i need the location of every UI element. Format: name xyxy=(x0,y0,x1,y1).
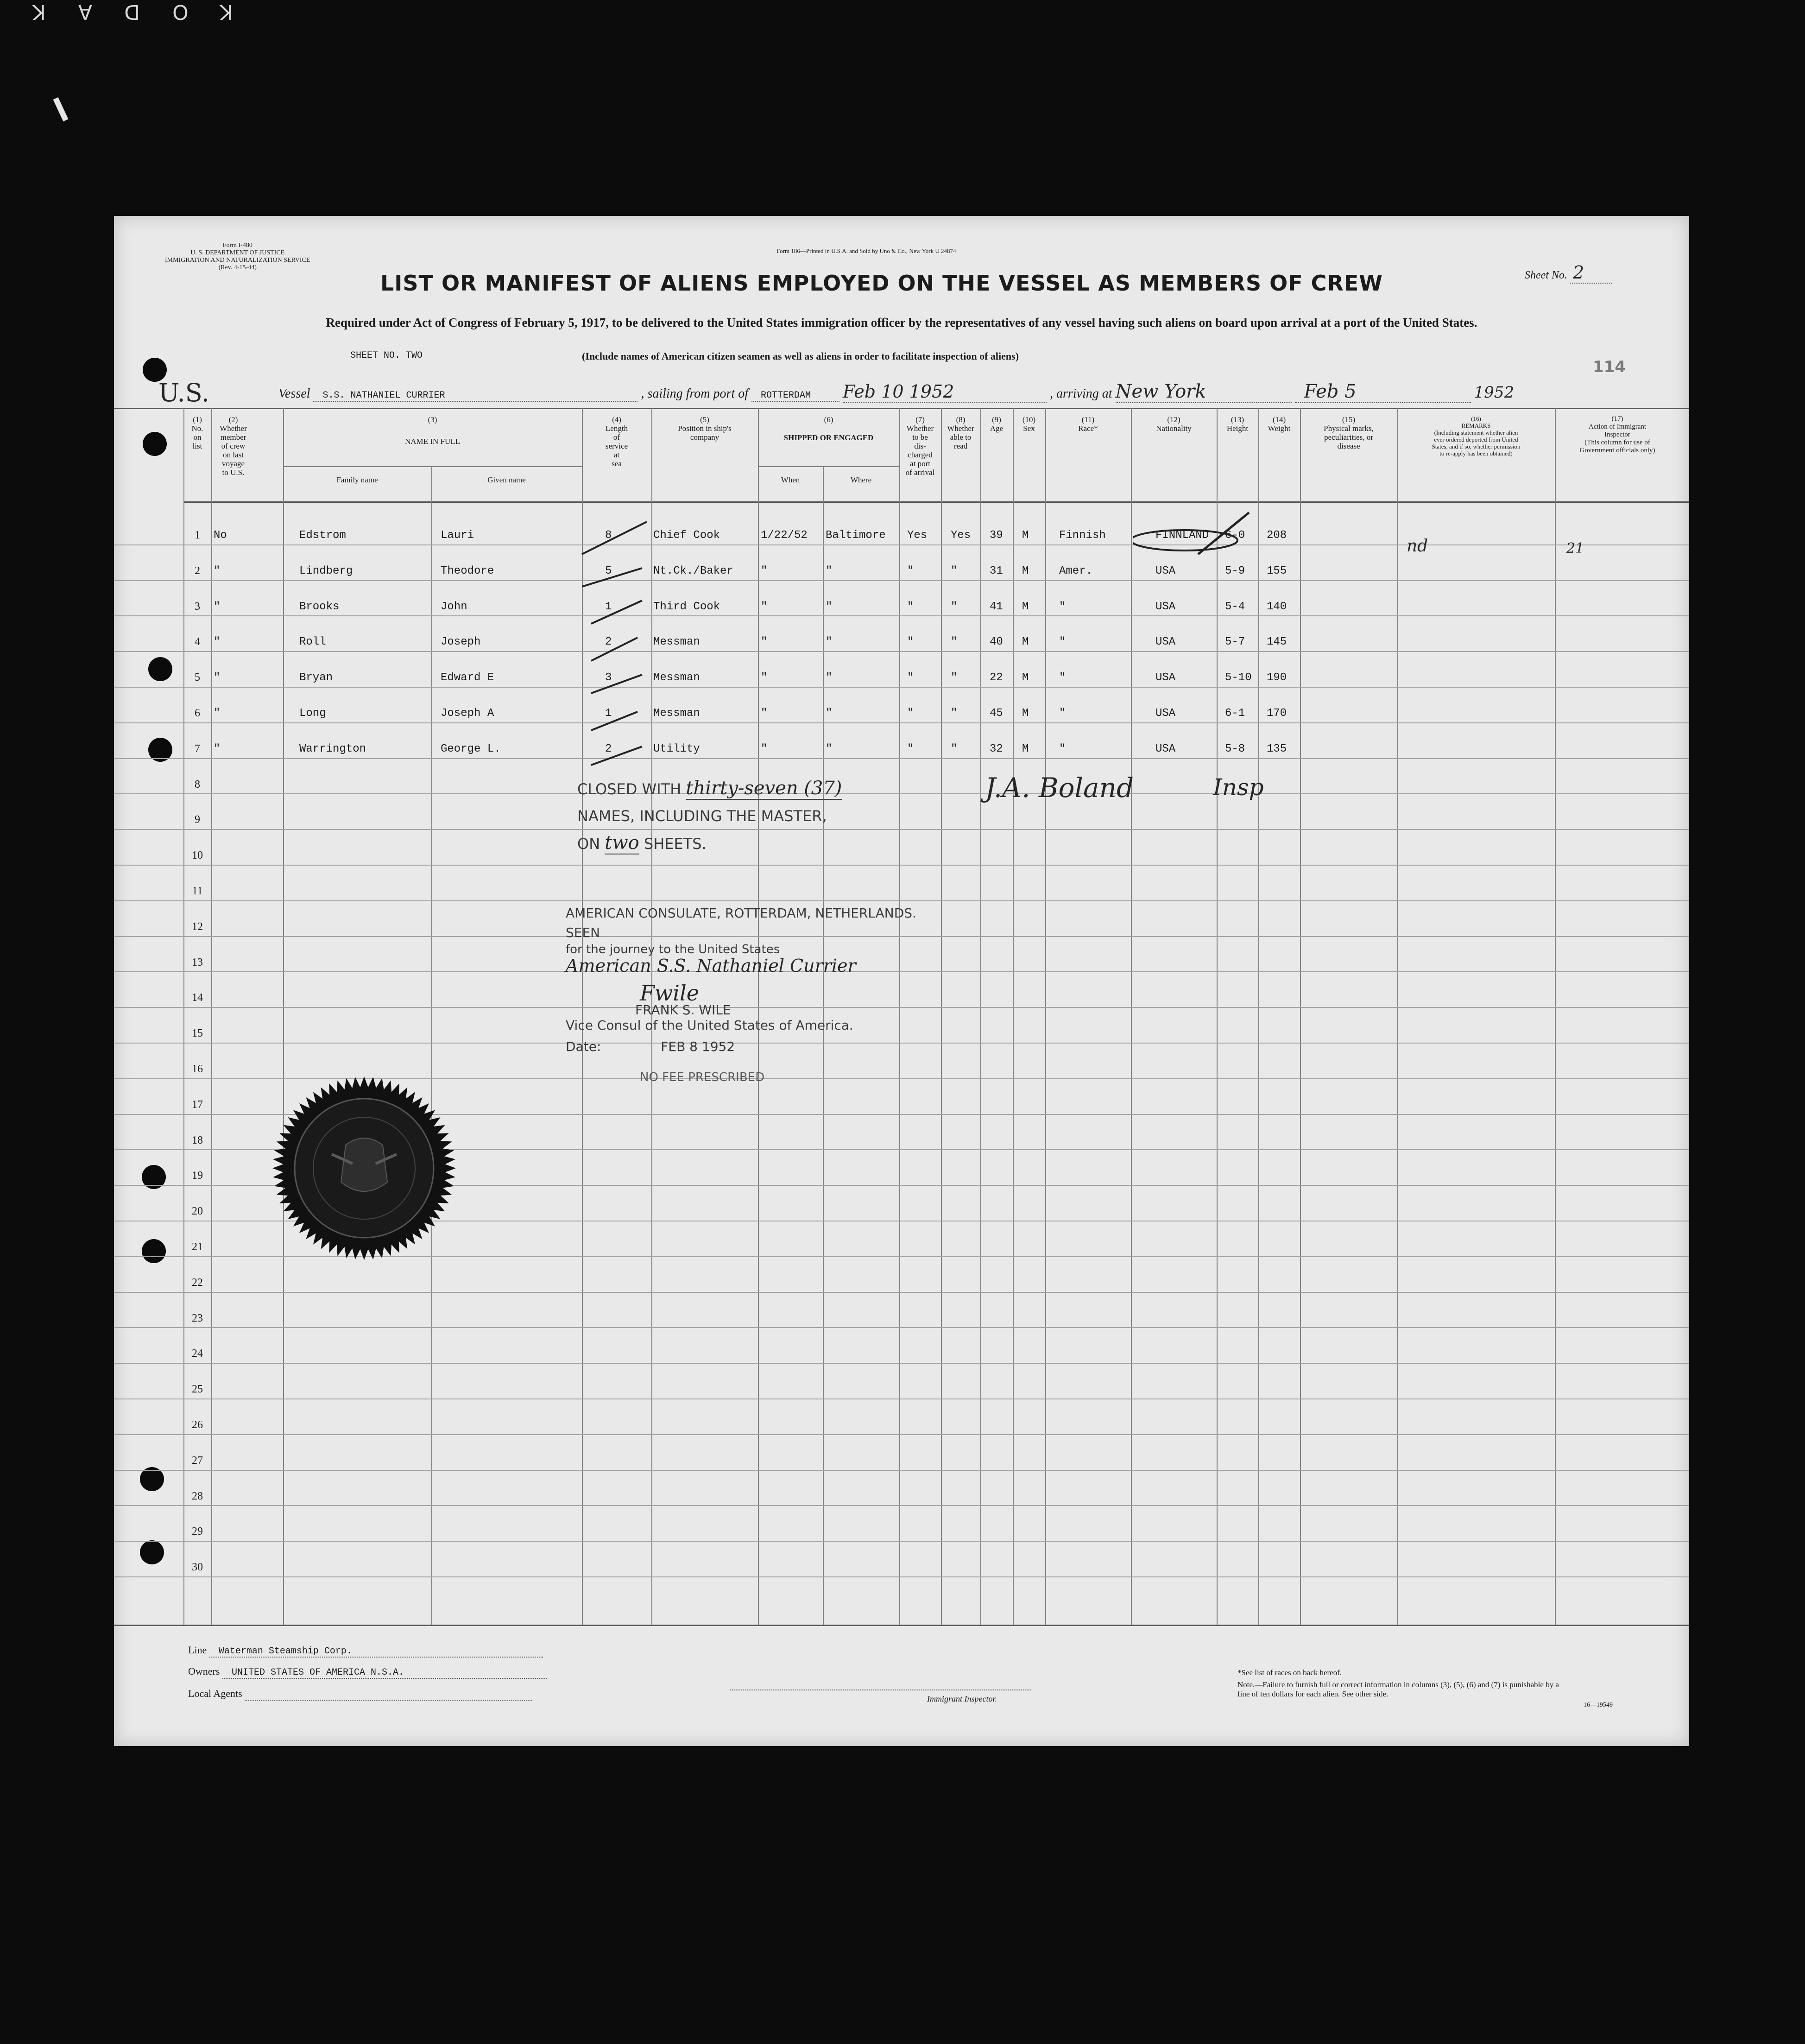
row-rule xyxy=(114,900,1689,901)
row-number: 7 xyxy=(195,742,200,755)
crew-position: Utility xyxy=(653,742,700,755)
crew-height: 6-1 xyxy=(1225,707,1245,720)
footer-line: Line Waterman Steamship Corp. xyxy=(188,1644,543,1658)
row-rule xyxy=(114,722,1689,723)
crew-race: " xyxy=(1059,636,1066,649)
punch-hole xyxy=(140,1467,164,1491)
crew-race: " xyxy=(1059,742,1066,755)
crew-length-of-service: 2 xyxy=(605,636,612,649)
punch-hole xyxy=(143,432,167,456)
inspector-label: Immigrant Inspector. xyxy=(927,1694,997,1703)
crew-height: 5-10 xyxy=(1225,671,1252,684)
crew-given-name: George L. xyxy=(441,742,501,755)
row-number: 10 xyxy=(192,849,203,862)
crew-sex: M xyxy=(1022,636,1029,649)
col-header-remarks: (16) REMARKS (Including statement whether alien ever ordered deported from United States, and if so, whether permission to re-apply has been obtained) xyxy=(1432,415,1521,457)
crew-sex: M xyxy=(1022,529,1029,542)
row-rule xyxy=(114,1292,1689,1293)
film-edge-text: KODAK xyxy=(0,0,234,24)
col-header-when: When xyxy=(781,475,800,484)
crew-shipped-when: " xyxy=(761,564,768,577)
col-header-weight: (14) Weight xyxy=(1268,415,1291,433)
crew-position: Third Cook xyxy=(653,600,720,613)
crew-prev-voyage: " xyxy=(214,636,221,649)
form-number: 16—19549 xyxy=(1584,1702,1613,1709)
sheet-no-typed: SHEET NO. TWO xyxy=(350,350,423,361)
column-rule xyxy=(183,408,184,1625)
crew-able-to-read: Yes xyxy=(951,529,971,542)
crew-nationality: USA xyxy=(1155,707,1176,720)
table-bottom-rule xyxy=(114,1625,1689,1626)
crew-nationality: USA xyxy=(1155,600,1176,613)
row-number: 15 xyxy=(192,1027,203,1040)
include-note: (Include names of American citizen seamen as well as aliens in order to facilitate inspection of aliens) xyxy=(582,350,1019,362)
crew-sex: M xyxy=(1022,671,1029,684)
row-number: 16 xyxy=(192,1063,203,1075)
page-subtitle: Required under Act of Congress of February 5, 1917, to be delivered to the United States immigration officer by the representatives of any vessel having such aliens on board upon arrival at a port of the United States. xyxy=(326,316,1477,329)
crew-shipped-when: " xyxy=(761,600,768,613)
row-number: 2 xyxy=(195,564,200,577)
col-header-sex: (10) Sex xyxy=(1022,415,1036,433)
crew-height: 5-8 xyxy=(1225,742,1245,755)
column-rule xyxy=(1217,408,1218,1625)
row-number: 22 xyxy=(192,1276,203,1289)
row-rule xyxy=(114,1434,1689,1435)
column-rule xyxy=(1131,408,1132,1625)
crew-weight: 135 xyxy=(1267,742,1287,755)
crew-family-name: Roll xyxy=(299,636,326,649)
row-number: 14 xyxy=(192,992,203,1004)
crew-family-name: Lindberg xyxy=(299,564,353,577)
crew-race: " xyxy=(1059,600,1066,613)
row-rule xyxy=(114,544,1689,545)
col-header-nationality: (12) Nationality xyxy=(1156,415,1192,433)
column-rule xyxy=(941,408,942,1625)
crew-weight: 140 xyxy=(1267,600,1287,613)
crew-given-name: Lauri xyxy=(441,529,474,542)
row-number: 9 xyxy=(195,814,200,826)
col-header-prev-voyage: (2) Whether member of crew on last voyage to U.S. xyxy=(220,415,247,477)
crew-weight: 155 xyxy=(1267,564,1287,577)
crew-given-name: Joseph xyxy=(441,636,481,649)
row-number: 5 xyxy=(195,671,200,684)
remark-row1: nd xyxy=(1407,537,1428,556)
consulate-stamp: AMERICAN CONSULATE, ROTTERDAM, NETHERLANDS. SEEN for the journey to the United States American S.S. Nathaniel Currier Fwile FRANK S. WILE Vice Consul of the United States of America. Date: FEB 8 1952 NO FEE PRESCRIBED xyxy=(566,905,916,1084)
crew-sex: M xyxy=(1022,600,1029,613)
crew-shipped-where: " xyxy=(826,671,833,684)
row-rule xyxy=(114,829,1689,830)
footer-agents: Local Agents xyxy=(188,1688,532,1701)
col-header-position: (5) Position in ship's company xyxy=(678,415,732,442)
row-number: 24 xyxy=(192,1348,203,1360)
consular-seal xyxy=(271,1076,457,1261)
col-header-given: Given name xyxy=(487,475,526,484)
crew-prev-voyage: " xyxy=(214,564,221,577)
col-header-discharge: (7) Whether to be dis- charged at port of arrival xyxy=(905,415,935,477)
col-header-read: (8) Whether able to read xyxy=(947,415,974,450)
table-top-rule xyxy=(114,408,1689,409)
col-header-action: (17) Action of Immigrant Inspector (This column for use of Government officials only) xyxy=(1579,415,1655,454)
row-rule xyxy=(114,651,1689,652)
col-header-physical: (15) Physical marks, peculiarities, or disease xyxy=(1324,415,1374,450)
form-id-block: Form I-480 U. S. DEPARTMENT OF JUSTICE IMMIGRATION AND NATURALIZATION SERVICE (Rev. 4-15-44) xyxy=(165,242,310,271)
inspector-signature-note: Insp xyxy=(1213,774,1264,801)
punch-hole xyxy=(140,1540,164,1564)
crew-prev-voyage: No xyxy=(214,529,227,542)
crew-shipped-when: " xyxy=(761,742,768,755)
crew-discharge: " xyxy=(907,564,914,577)
crew-nationality: USA xyxy=(1155,636,1176,649)
sheet-number: Sheet No. 2 xyxy=(1525,262,1612,283)
film-mark xyxy=(53,97,69,121)
crew-race: " xyxy=(1059,671,1066,684)
row-number: 21 xyxy=(192,1241,203,1253)
crew-given-name: Theodore xyxy=(441,564,494,577)
crew-prev-voyage: " xyxy=(214,671,221,684)
row-rule xyxy=(114,865,1689,866)
crew-race: Amer. xyxy=(1059,564,1093,577)
crew-shipped-when: " xyxy=(761,707,768,720)
row-number: 19 xyxy=(192,1170,203,1182)
crew-able-to-read: " xyxy=(951,564,958,577)
crew-position: Messman xyxy=(653,636,700,649)
us-mark: U.S. xyxy=(158,378,209,407)
row-rule xyxy=(114,1363,1689,1364)
crew-length-of-service: 1 xyxy=(605,707,612,720)
row-rule xyxy=(114,1541,1689,1542)
crew-length-of-service: 2 xyxy=(605,742,612,755)
crew-weight: 170 xyxy=(1267,707,1287,720)
closing-stamp: CLOSED WITH thirty-seven (37) NAMES, INCLUDING THE MASTER, ON two SHEETS. xyxy=(577,778,842,854)
row-rule xyxy=(114,793,1689,794)
crew-prev-voyage: " xyxy=(214,742,221,755)
row-rule xyxy=(114,1470,1689,1471)
row-number: 18 xyxy=(192,1134,203,1146)
crew-family-name: Bryan xyxy=(299,671,333,684)
row-number: 1 xyxy=(195,529,200,541)
row-rule xyxy=(114,1576,1689,1577)
col-header-no: (1) No. on list xyxy=(191,415,203,450)
crew-family-name: Long xyxy=(299,707,326,720)
crew-race: " xyxy=(1059,707,1066,720)
crew-discharge: Yes xyxy=(907,529,928,542)
crew-height: 5-4 xyxy=(1225,600,1245,613)
col-header-name: (3) NAME IN FULL xyxy=(405,415,460,446)
crew-age: 41 xyxy=(990,600,1003,613)
row-rule xyxy=(114,580,1689,581)
crew-age: 32 xyxy=(990,742,1003,755)
crew-shipped-when: " xyxy=(761,671,768,684)
column-rule xyxy=(1555,408,1556,1625)
nationality-strike-mark xyxy=(1133,508,1254,559)
crew-age: 40 xyxy=(990,636,1003,649)
crew-position: Messman xyxy=(653,707,700,720)
row-number: 3 xyxy=(195,600,200,613)
row-number: 25 xyxy=(192,1383,203,1396)
col-header-family: Family name xyxy=(336,475,378,484)
column-rule xyxy=(1258,408,1259,1625)
crew-family-name: Warrington xyxy=(299,742,366,755)
crew-nationality: USA xyxy=(1155,742,1176,755)
crew-given-name: Joseph A xyxy=(441,707,494,720)
column-rule xyxy=(283,408,284,1625)
col-header-shipped: (6) SHIPPED OR ENGAGED xyxy=(783,415,874,442)
crew-weight: 145 xyxy=(1267,636,1287,649)
crew-able-to-read: " xyxy=(951,707,958,720)
row-number: 26 xyxy=(192,1419,203,1431)
inspector-signature: J.A. Boland xyxy=(985,772,1134,804)
crew-discharge: " xyxy=(907,636,914,649)
crew-shipped-where: Baltimore xyxy=(826,529,886,542)
crew-discharge: " xyxy=(907,707,914,720)
vessel-line: Vessel S.S. NATHANIEL CURRIER , sailing from port of ROTTERDAM Feb 10 1952 , arriving at New York Feb 5 1952 xyxy=(278,381,1515,402)
col-header-service: (4) Length of service at sea xyxy=(605,415,628,468)
punch-hole xyxy=(148,657,172,681)
crew-length-of-service: 3 xyxy=(605,671,612,684)
printer-note: Form 186—Printed in U.S.A. and Sold by Uno & Co., New York U 24874 xyxy=(776,247,956,254)
column-rule xyxy=(1300,408,1301,1625)
crew-discharge: " xyxy=(907,600,914,613)
crew-height: 6-0 xyxy=(1225,529,1245,542)
crew-age: 39 xyxy=(990,529,1003,542)
row-number: 8 xyxy=(195,778,200,791)
crew-nationality: USA xyxy=(1155,564,1176,577)
crew-given-name: Edward E xyxy=(441,671,494,684)
crew-given-name: John xyxy=(441,600,467,613)
name-header-rule xyxy=(283,466,582,467)
row-rule xyxy=(114,687,1689,688)
column-rule xyxy=(211,408,212,1625)
crew-nationality: FINNLAND xyxy=(1155,529,1209,542)
col-header-race: (11) Race* xyxy=(1078,415,1098,433)
crew-length-of-service: 8 xyxy=(605,529,612,542)
crew-discharge: " xyxy=(907,671,914,684)
crew-height: 5-7 xyxy=(1225,636,1245,649)
row-rule xyxy=(114,1505,1689,1506)
crew-shipped-where: " xyxy=(826,742,833,755)
crew-sex: M xyxy=(1022,707,1029,720)
footer-owners: Owners UNITED STATES OF AMERICA N.S.A. xyxy=(188,1665,547,1679)
row-number: 12 xyxy=(192,920,203,933)
row-number: 23 xyxy=(192,1312,203,1324)
crew-nationality: USA xyxy=(1155,671,1176,684)
row-number: 17 xyxy=(192,1098,203,1111)
row-rule xyxy=(114,615,1689,616)
crew-position: Nt.Ck./Baker xyxy=(653,564,733,577)
row-number: 28 xyxy=(192,1490,203,1502)
row-number: 20 xyxy=(192,1205,203,1218)
crew-shipped-where: " xyxy=(826,707,833,720)
races-note: *See list of races on back hereof. xyxy=(1237,1668,1342,1677)
crew-able-to-read: " xyxy=(951,636,958,649)
crew-family-name: Brooks xyxy=(299,600,340,613)
column-rule xyxy=(1045,408,1046,1625)
row-number: 30 xyxy=(192,1561,203,1574)
col-header-where: Where xyxy=(850,475,872,484)
page-title: LIST OR MANIFEST OF ALIENS EMPLOYED ON THE VESSEL AS MEMBERS OF CREW xyxy=(380,271,1383,296)
crew-sex: M xyxy=(1022,742,1029,755)
penalty-note: Note.—Failure to furnish full or correct information in columns (3), (5), (6) and (7) is punishable by a fine of ten dollars for each alien. See other side. xyxy=(1237,1680,1559,1698)
table-header-rule xyxy=(183,501,1689,503)
crew-length-of-service: 1 xyxy=(605,600,612,613)
crew-shipped-when: 1/22/52 xyxy=(761,529,808,542)
column-rule xyxy=(1013,408,1014,1625)
crew-position: Chief Cook xyxy=(653,529,720,542)
shipped-header-rule xyxy=(758,466,899,467)
crew-prev-voyage: " xyxy=(214,600,221,613)
punch-hole xyxy=(142,1239,166,1263)
row-rule xyxy=(114,758,1689,759)
row-number: 6 xyxy=(195,707,200,719)
crew-age: 22 xyxy=(990,671,1003,684)
crew-height: 5-9 xyxy=(1225,564,1245,577)
row-number: 13 xyxy=(192,956,203,968)
stamp-number: 114 xyxy=(1593,358,1626,376)
column-rule xyxy=(980,408,981,1625)
row-number: 11 xyxy=(192,885,203,897)
column-rule xyxy=(431,466,432,1625)
crew-weight: 190 xyxy=(1267,671,1287,684)
crew-race: Finnish xyxy=(1059,529,1106,542)
crew-shipped-where: " xyxy=(826,564,833,577)
crew-age: 45 xyxy=(990,707,1003,720)
row-number: 29 xyxy=(192,1525,203,1538)
crew-prev-voyage: " xyxy=(214,707,221,720)
col-header-age: (9) Age xyxy=(990,415,1003,433)
crew-shipped-where: " xyxy=(826,600,833,613)
crew-weight: 208 xyxy=(1267,529,1287,542)
row-rule xyxy=(114,1327,1689,1328)
col-header-height: (13) Height xyxy=(1226,415,1249,433)
crew-able-to-read: " xyxy=(951,671,958,684)
crew-able-to-read: " xyxy=(951,742,958,755)
crew-discharge: " xyxy=(907,742,914,755)
action-row1: 21 xyxy=(1566,540,1584,557)
row-number: 4 xyxy=(195,636,200,648)
crew-family-name: Edstrom xyxy=(299,529,346,542)
manifest-sheet xyxy=(114,216,1689,1746)
crew-position: Messman xyxy=(653,671,700,684)
crew-sex: M xyxy=(1022,564,1029,577)
crew-age: 31 xyxy=(990,564,1003,577)
crew-shipped-where: " xyxy=(826,636,833,649)
crew-shipped-when: " xyxy=(761,636,768,649)
crew-length-of-service: 5 xyxy=(605,564,612,577)
row-number: 27 xyxy=(192,1454,203,1467)
crew-able-to-read: " xyxy=(951,600,958,613)
column-rule xyxy=(1397,408,1398,1625)
